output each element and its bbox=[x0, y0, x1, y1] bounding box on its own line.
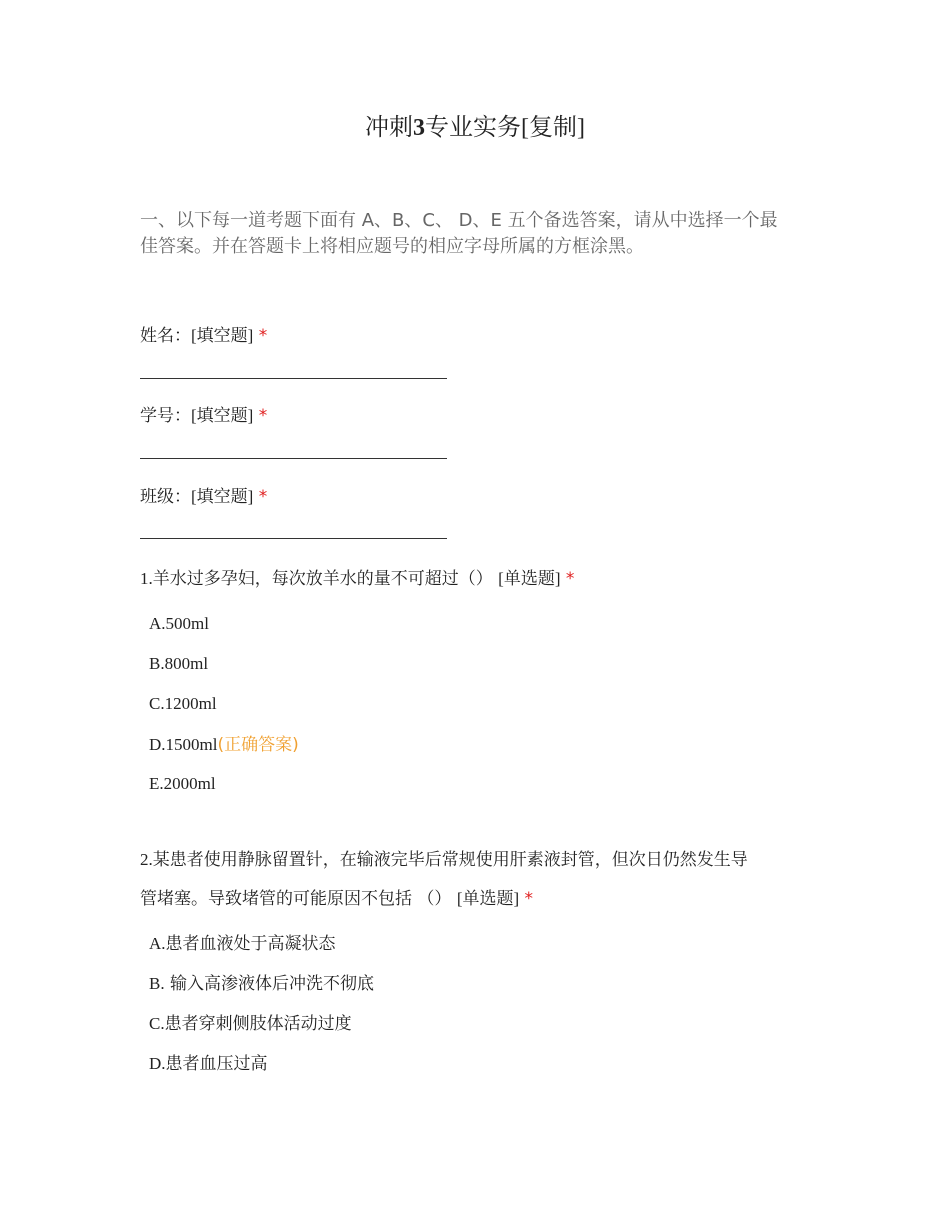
instructions-line-1: 一、以下每一道考题下面有 A、B、C、 D、E 五个备选答案，请从中选择一个最 bbox=[140, 210, 778, 231]
question-2-title-line-2 bbox=[140, 886, 533, 912]
required-star: * bbox=[565, 569, 575, 589]
q2-option-d[interactable] bbox=[149, 1051, 268, 1077]
title-prefix: 冲刺 bbox=[365, 115, 413, 141]
option-text: 800ml bbox=[164, 654, 209, 673]
option-letter: D. bbox=[149, 1054, 166, 1073]
option-text: 1200ml bbox=[164, 694, 217, 713]
question-2-title-line-1 bbox=[140, 847, 748, 873]
option-letter: C. bbox=[149, 694, 165, 713]
required-star: * bbox=[524, 889, 534, 909]
title-suffix: 专业实务[复制] bbox=[425, 115, 585, 141]
field-class-label bbox=[140, 484, 267, 510]
question-text: 羊水过多孕妇，每次放羊水的量不可超过（） bbox=[152, 569, 493, 589]
q2-option-c[interactable] bbox=[149, 1011, 352, 1037]
question-type: [单选题] bbox=[456, 889, 520, 908]
field-student-id-label bbox=[140, 403, 267, 429]
question-1-title bbox=[140, 566, 574, 592]
question-number: 1. bbox=[140, 569, 153, 588]
option-text: 500ml bbox=[165, 614, 209, 633]
option-letter: A. bbox=[149, 614, 166, 633]
q2-option-a[interactable] bbox=[149, 931, 336, 957]
option-letter: B. bbox=[149, 654, 165, 673]
option-letter: D. bbox=[149, 735, 166, 754]
q1-option-d[interactable] bbox=[149, 732, 299, 758]
option-text: 患者穿刺侧肢体活动过度 bbox=[164, 1014, 352, 1034]
question-type: [填空题] bbox=[191, 326, 254, 345]
question-text: 管堵塞。导致堵管的可能原因不包括 （） bbox=[140, 889, 452, 909]
q1-option-c[interactable] bbox=[149, 691, 217, 717]
page-title bbox=[0, 113, 950, 143]
option-text: 输入高渗液体后冲洗不彻底 bbox=[164, 974, 374, 994]
option-text: 1500ml bbox=[165, 735, 218, 754]
class-input-line[interactable] bbox=[140, 538, 447, 539]
question-type: [单选题] bbox=[498, 569, 561, 588]
q2-option-b[interactable] bbox=[149, 971, 374, 997]
required-star: * bbox=[258, 406, 268, 426]
question-number: 2. bbox=[140, 850, 153, 869]
label-text: 姓名： bbox=[140, 326, 191, 346]
option-letter: E. bbox=[149, 774, 164, 793]
field-name-label bbox=[140, 323, 267, 349]
option-letter: C. bbox=[149, 1014, 165, 1033]
q1-option-b[interactable] bbox=[149, 651, 208, 677]
correct-answer-note: (正确答案) bbox=[217, 735, 299, 755]
option-text: 2000ml bbox=[163, 774, 216, 793]
option-text: 患者血压过高 bbox=[165, 1054, 268, 1074]
q1-option-e[interactable] bbox=[149, 771, 216, 797]
title-number: 3 bbox=[413, 115, 425, 141]
label-text: 学号： bbox=[140, 406, 191, 426]
label-text: 班级： bbox=[140, 487, 191, 507]
question-type: [填空题] bbox=[191, 487, 254, 506]
required-star: * bbox=[258, 487, 268, 507]
question-type: [填空题] bbox=[191, 406, 254, 425]
student-id-input-line[interactable] bbox=[140, 458, 447, 459]
instructions-line-2: 佳答案。并在答题卡上将相应题号的相应字母所属的方框涂黑。 bbox=[140, 236, 644, 257]
option-letter: A. bbox=[149, 934, 166, 953]
option-text: 患者血液处于高凝状态 bbox=[165, 934, 336, 954]
required-star: * bbox=[258, 326, 268, 346]
q1-option-a[interactable] bbox=[149, 611, 209, 637]
question-text: 某患者使用静脉留置针，在输液完毕后常规使用肝素液封管，但次日仍然发生导 bbox=[152, 850, 748, 870]
option-letter: B. bbox=[149, 974, 165, 993]
name-input-line[interactable] bbox=[140, 378, 447, 379]
